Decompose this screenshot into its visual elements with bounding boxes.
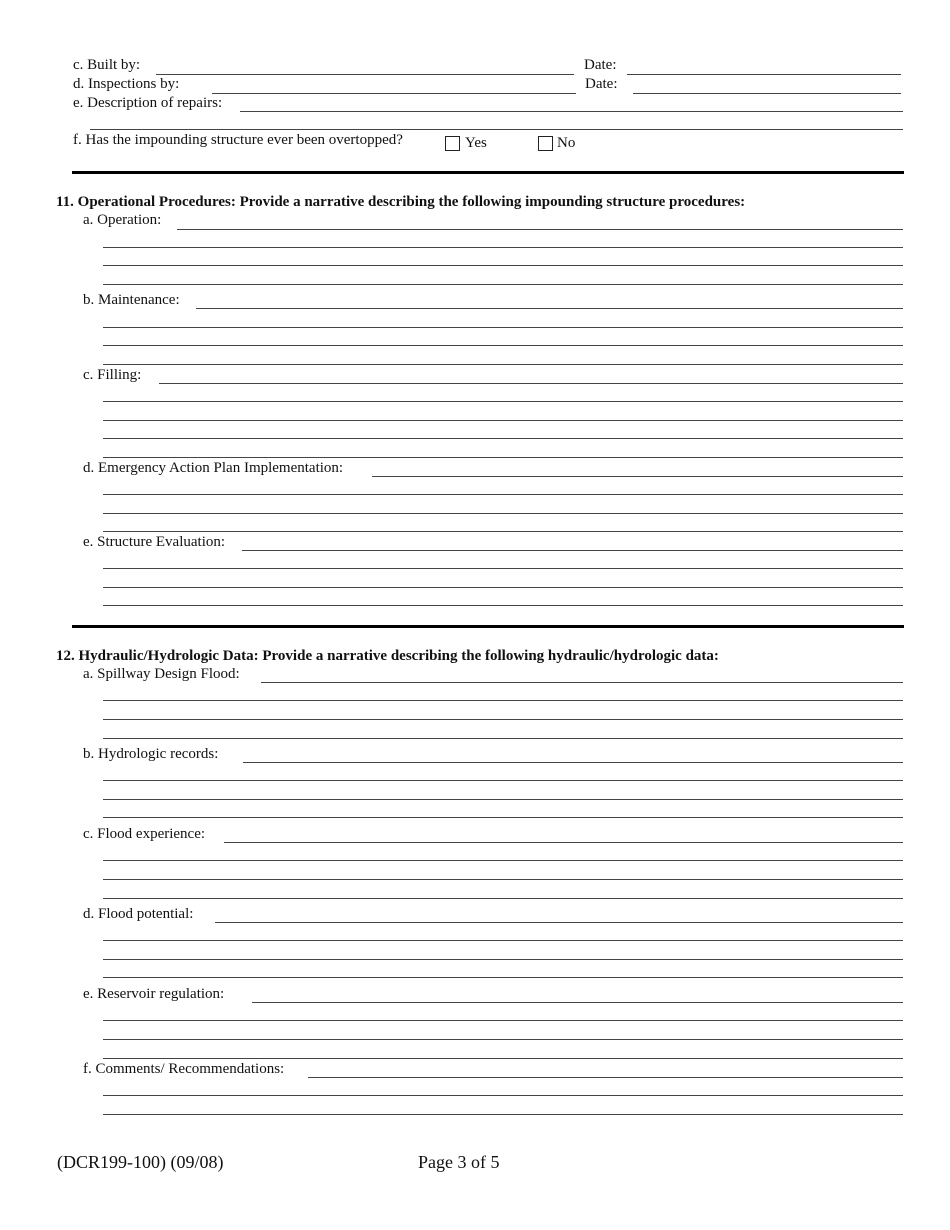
hydrologic-records-field[interactable] [243, 762, 903, 763]
inspections-by-field[interactable] [212, 93, 576, 94]
operation-field-2[interactable] [103, 247, 903, 248]
maintenance-label: b. Maintenance: [83, 292, 180, 308]
eap-implementation-field-4[interactable] [103, 531, 903, 532]
overtopped-yes-label: Yes [465, 135, 487, 151]
structure-evaluation-field-4[interactable] [103, 605, 903, 606]
maintenance-field-2[interactable] [103, 327, 903, 328]
flood-experience-label: c. Flood experience: [83, 826, 206, 842]
section-divider-2 [72, 625, 904, 628]
built-date-label: Date: [584, 57, 617, 73]
flood-potential-field[interactable] [215, 922, 903, 923]
page-number: Page 3 of 5 [418, 1152, 500, 1172]
hydrologic-records-field-4[interactable] [103, 817, 903, 818]
built-by-label: c. Built by: [73, 57, 141, 73]
inspections-by-label: d. Inspections by: [73, 76, 180, 92]
comments-recommendations-field[interactable] [308, 1077, 903, 1078]
operation-field-3[interactable] [103, 265, 903, 266]
flood-experience-field[interactable] [224, 842, 903, 843]
comments-recommendations-field-3[interactable] [103, 1114, 903, 1115]
spillway-design-flood-field-2[interactable] [103, 700, 903, 701]
reservoir-regulation-field-2[interactable] [103, 1020, 903, 1021]
overtopped-question: f. Has the impounding structure ever been overtopped? [73, 132, 403, 148]
structure-evaluation-label: e. Structure Evaluation: [83, 534, 226, 550]
flood-experience-field-3[interactable] [103, 879, 903, 880]
reservoir-regulation-label: e. Reservoir regulation: [83, 986, 225, 1002]
maintenance-field[interactable] [196, 308, 903, 309]
overtopped-yes-checkbox[interactable] [445, 136, 460, 151]
flood-potential-label: d. Flood potential: [83, 906, 194, 922]
section-11-heading: 11. Operational Procedures: Provide a narrative describing the following impounding structure procedures: [56, 194, 746, 210]
description-of-repairs-field[interactable] [240, 111, 903, 112]
filling-field-5[interactable] [103, 457, 903, 458]
eap-implementation-label: d. Emergency Action Plan Implementation: [83, 460, 344, 476]
eap-implementation-field-2[interactable] [103, 494, 903, 495]
maintenance-field-4[interactable] [103, 364, 903, 365]
hydrologic-records-label: b. Hydrologic records: [83, 746, 219, 762]
filling-field-4[interactable] [103, 438, 903, 439]
hydrologic-records-field-2[interactable] [103, 780, 903, 781]
maintenance-field-3[interactable] [103, 345, 903, 346]
spillway-design-flood-label: a. Spillway Design Flood: [83, 666, 240, 682]
section-divider [72, 171, 904, 174]
comments-recommendations-field-2[interactable] [103, 1095, 903, 1096]
filling-field-2[interactable] [103, 401, 903, 402]
description-of-repairs-field-2[interactable] [90, 129, 903, 130]
structure-evaluation-field[interactable] [242, 550, 903, 551]
form-id: (DCR199-100) (09/08) [57, 1152, 224, 1172]
reservoir-regulation-field-3[interactable] [103, 1039, 903, 1040]
built-by-field[interactable] [156, 74, 574, 75]
section-12-heading: 12. Hydraulic/Hydrologic Data: Provide a narrative describing the following hydraulic/hydrologic data: [56, 648, 719, 664]
inspections-date-field[interactable] [633, 93, 901, 94]
filling-field-3[interactable] [103, 420, 903, 421]
description-of-repairs-label: e. Description of repairs: [73, 95, 223, 111]
overtopped-no-checkbox[interactable] [538, 136, 553, 151]
operation-field[interactable] [177, 229, 903, 230]
flood-potential-field-4[interactable] [103, 977, 903, 978]
hydrologic-records-field-3[interactable] [103, 799, 903, 800]
reservoir-regulation-field-4[interactable] [103, 1058, 903, 1059]
flood-experience-field-2[interactable] [103, 860, 903, 861]
spillway-design-flood-field-3[interactable] [103, 719, 903, 720]
filling-label: c. Filling: [83, 367, 142, 383]
eap-implementation-field[interactable] [372, 476, 903, 477]
flood-experience-field-4[interactable] [103, 898, 903, 899]
operation-field-4[interactable] [103, 284, 903, 285]
reservoir-regulation-field[interactable] [252, 1002, 903, 1003]
inspections-date-label: Date: [585, 76, 618, 92]
filling-field[interactable] [159, 383, 903, 384]
flood-potential-field-2[interactable] [103, 940, 903, 941]
flood-potential-field-3[interactable] [103, 959, 903, 960]
structure-evaluation-field-2[interactable] [103, 568, 903, 569]
comments-recommendations-label: f. Comments/ Recommendations: [83, 1061, 285, 1077]
built-date-field[interactable] [627, 74, 901, 75]
overtopped-no-label: No [557, 135, 576, 151]
spillway-design-flood-field-4[interactable] [103, 738, 903, 739]
structure-evaluation-field-3[interactable] [103, 587, 903, 588]
operation-label: a. Operation: [83, 212, 162, 228]
eap-implementation-field-3[interactable] [103, 513, 903, 514]
spillway-design-flood-field[interactable] [261, 682, 903, 683]
